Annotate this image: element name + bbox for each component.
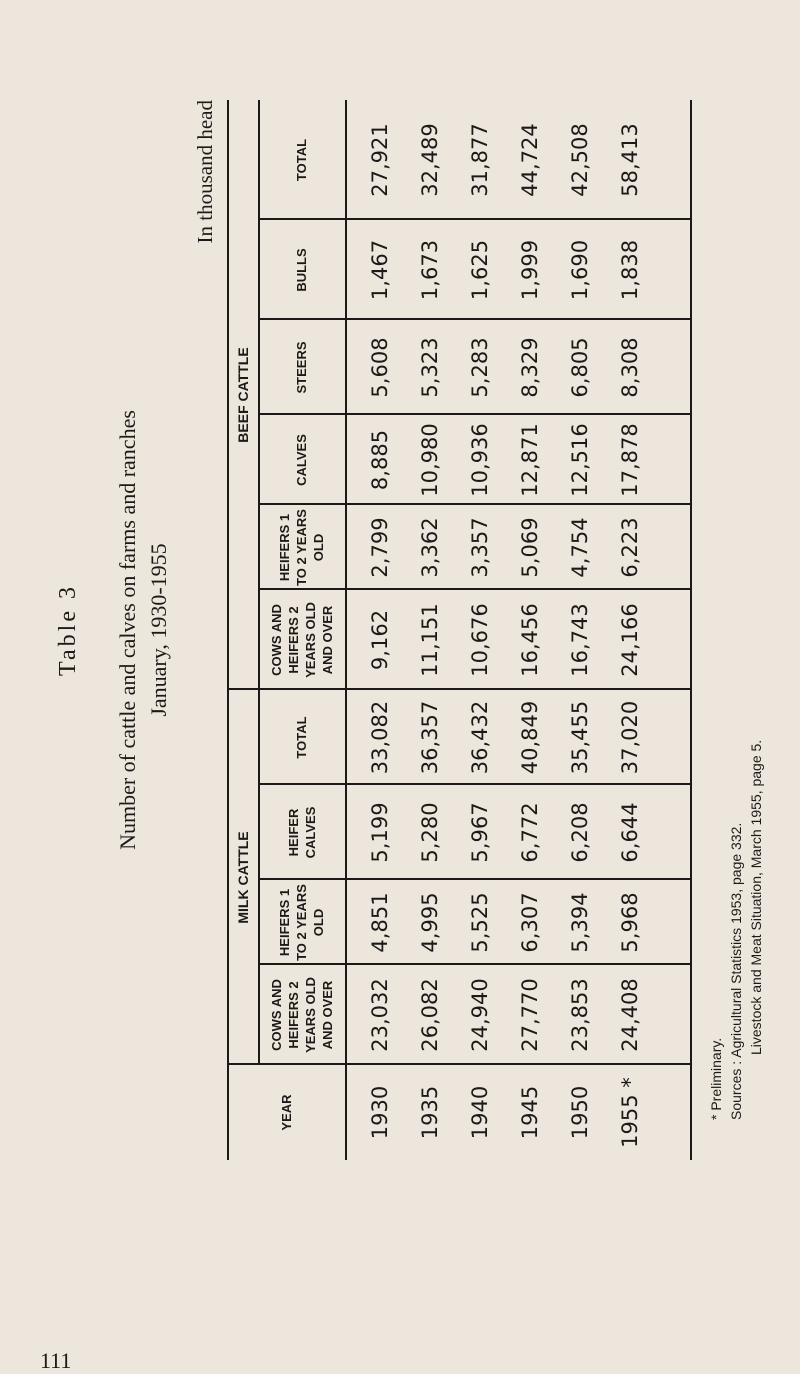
table-cell: 8,885 <box>368 429 392 491</box>
column-header: TOTAL <box>294 716 309 759</box>
table-cell: 58,413 <box>618 123 642 197</box>
table-cell: 40,849 <box>518 700 542 775</box>
group-header-beef: BEEF CATTLE <box>235 347 251 443</box>
table-cell: 27,921 <box>368 123 392 197</box>
table-cell: 12,871 <box>518 423 542 497</box>
column-header: BULLS <box>294 248 309 292</box>
table-cell: 10,980 <box>418 423 442 497</box>
table-cell: 6,644 <box>618 802 642 863</box>
table-cell: 3,362 <box>418 517 442 578</box>
table-cell: 8,308 <box>618 337 642 398</box>
table-cell: 1,625 <box>468 239 492 301</box>
table-cell: 4,754 <box>568 517 592 578</box>
table-title: Table 3 <box>55 584 81 676</box>
column-header: TOTAL <box>294 138 309 182</box>
group-header-milk: MILK CATTLE <box>235 831 251 924</box>
table-cell: 37,020 <box>618 700 642 775</box>
column-header: HEIFERS 1 TO 2 YEARS OLD <box>277 509 326 586</box>
footnote-source-2: Livestock and Meat Situation, March 1955, page 5. <box>748 739 764 1055</box>
unit-note: In thousand head <box>193 100 217 244</box>
table-cell: 5,525 <box>468 892 492 953</box>
table-cell: 17,878 <box>618 423 642 497</box>
table-cell: 27,770 <box>518 978 542 1052</box>
table-cell: 32,489 <box>418 123 442 197</box>
table-cell: 5,199 <box>368 802 392 863</box>
table-cell: 8,329 <box>518 337 542 398</box>
page-number: 111 <box>40 1348 72 1373</box>
table-cell: 12,516 <box>568 423 592 497</box>
table-cell: 16,456 <box>518 603 542 677</box>
year-cell: 1955 * <box>618 1077 642 1148</box>
table-cell: 6,223 <box>618 517 642 578</box>
footnote-source-1: Sources : Agricultural Statistics 1953, page 332. <box>728 822 744 1120</box>
table-cell: 6,772 <box>518 802 542 863</box>
column-header: COWS AND HEIFERS 2 YEARS OLD AND OVER <box>268 977 335 1053</box>
table-cell: 5,323 <box>418 337 442 398</box>
column-header: COWS AND HEIFERS 2 YEARS OLD AND OVER <box>268 602 335 678</box>
table-cell: 31,877 <box>468 123 492 197</box>
table-cell: 5,394 <box>568 892 592 953</box>
table-cell: 5,283 <box>468 337 492 398</box>
table-cell: 5,967 <box>468 802 492 863</box>
year-cell: 1930 <box>368 1085 392 1140</box>
rotated-page <box>0 100 800 1160</box>
table-cell: 3,357 <box>468 517 492 578</box>
table-cell: 1,838 <box>618 239 642 301</box>
column-header: HEIFERS 1 TO 2 YEARS OLD <box>277 884 326 961</box>
table-cell: 2,799 <box>368 517 392 578</box>
rule-bottom <box>690 100 692 1160</box>
table-cell: 6,208 <box>568 802 592 863</box>
table-cell: 5,280 <box>418 802 442 863</box>
year-cell: 1950 <box>568 1085 592 1140</box>
table-cell: 24,940 <box>468 978 492 1052</box>
table-cell: 23,032 <box>368 978 392 1052</box>
table-cell: 44,724 <box>518 123 542 197</box>
table-cell: 4,851 <box>368 892 392 953</box>
table-cell: 23,853 <box>568 978 592 1052</box>
column-header: HEIFER CALVES <box>285 806 318 859</box>
table-cell: 33,082 <box>368 700 392 775</box>
year-cell: 1940 <box>468 1085 492 1140</box>
table-cell: 16,743 <box>568 603 592 677</box>
table-cell: 1,999 <box>518 239 542 301</box>
table-cell: 5,608 <box>368 337 392 398</box>
footnote-preliminary: * Preliminary. <box>708 1037 724 1120</box>
table-cell: 24,166 <box>618 603 642 677</box>
table-cell: 26,082 <box>418 978 442 1052</box>
table-subtitle: Number of cattle and calves on farms and ranches <box>115 410 140 850</box>
table-cell: 10,676 <box>468 603 492 677</box>
rule-top <box>227 100 229 1160</box>
table-cell: 11,151 <box>418 603 442 677</box>
table-cell: 36,357 <box>418 700 442 775</box>
table-cell: 36,432 <box>468 700 492 775</box>
table-cell: 9,162 <box>368 609 392 671</box>
table-cell: 1,673 <box>418 239 442 301</box>
table-cell: 24,408 <box>618 978 642 1052</box>
column-header: CALVES <box>294 434 309 486</box>
table-cell: 1,467 <box>368 239 392 301</box>
table-cell: 42,508 <box>568 123 592 197</box>
year-cell: 1945 <box>518 1085 542 1140</box>
table-cell: 10,936 <box>468 423 492 497</box>
table-cell: 5,968 <box>618 892 642 953</box>
year-cell: 1935 <box>418 1085 442 1140</box>
table-cell: 6,307 <box>518 892 542 953</box>
table-cell: 5,069 <box>518 517 542 578</box>
table-cell: 1,690 <box>568 239 592 301</box>
rule-header <box>345 100 347 1160</box>
column-header: YEAR <box>278 1094 294 1131</box>
table-date-range: January, 1930-1955 <box>146 543 171 717</box>
table-cell: 6,805 <box>568 337 592 398</box>
table-cell: 35,455 <box>568 700 592 775</box>
table-cell: 4,995 <box>418 892 442 953</box>
column-header: STEERS <box>294 341 309 394</box>
